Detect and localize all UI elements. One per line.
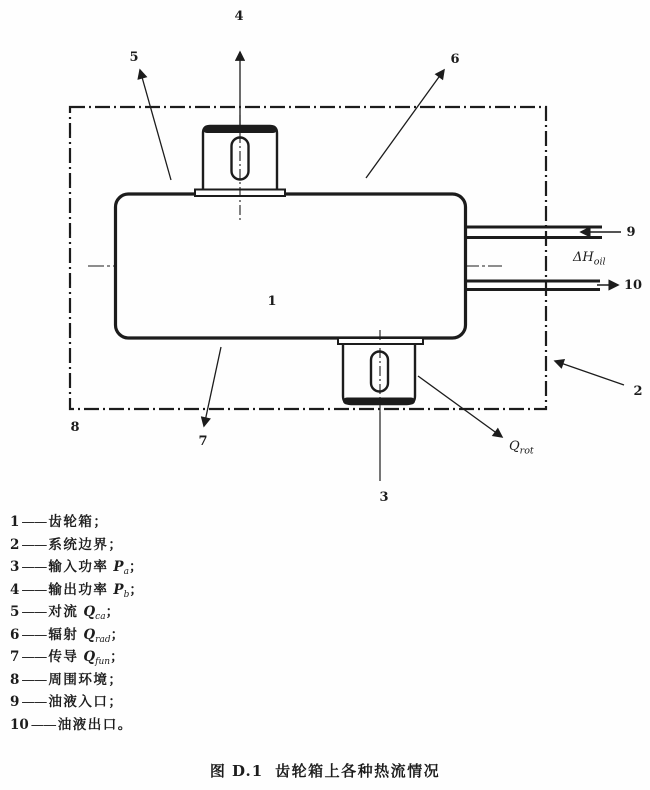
oil-outlet-pipe bbox=[466, 281, 618, 290]
legend-item-punct: ； bbox=[129, 581, 143, 597]
legend-item-dash: —— bbox=[21, 649, 47, 665]
legend-item bbox=[10, 714, 630, 737]
delta-h-oil-label: $\Delta H_{oil}$ bbox=[573, 250, 606, 268]
legend-item bbox=[10, 669, 630, 692]
legend-item-punct: ； bbox=[108, 536, 122, 552]
legend-item bbox=[10, 624, 630, 647]
legend-item bbox=[10, 511, 630, 534]
legend-item-number: 4 bbox=[10, 581, 20, 598]
bottom-shaft-housing bbox=[338, 330, 423, 481]
legend-item bbox=[10, 601, 630, 624]
legend-item bbox=[10, 691, 630, 714]
legend-item-text: 输入功率 bbox=[48, 559, 109, 574]
radiation-arrow bbox=[366, 70, 444, 178]
legend bbox=[10, 511, 630, 736]
legend-item-dash: —— bbox=[21, 514, 47, 530]
legend-symbol-subscript: fun bbox=[95, 657, 111, 667]
figure-caption-label: 图 D.1 bbox=[209, 762, 264, 780]
legend-item-text: 对流 bbox=[48, 604, 79, 619]
oil-inlet-pipe bbox=[466, 227, 621, 238]
legend-item-number: 7 bbox=[10, 649, 20, 665]
legend-item-text: 油液出口 bbox=[57, 716, 118, 732]
figure-caption-title: 齿轮箱上各种热流情况 bbox=[275, 763, 441, 780]
callout-1: 1 bbox=[267, 294, 277, 309]
figure-caption bbox=[0, 760, 650, 781]
legend-symbol-base: Q bbox=[83, 649, 96, 665]
callout-2: 2 bbox=[633, 384, 643, 399]
legend-item-number: 5 bbox=[10, 604, 20, 620]
legend-item-punct: 。 bbox=[117, 716, 132, 732]
legend-item-punct: ； bbox=[93, 514, 107, 529]
callout-6: 6 bbox=[450, 52, 460, 67]
legend-item-text: 辐射 bbox=[48, 626, 79, 642]
legend-item bbox=[10, 556, 630, 579]
legend-item-number: 3 bbox=[10, 559, 20, 575]
rotation-loss-arrow bbox=[418, 376, 502, 437]
legend-item-dash: —— bbox=[21, 626, 47, 643]
callout-3: 3 bbox=[379, 490, 389, 505]
callout-7: 7 bbox=[198, 434, 208, 449]
legend-symbol-subscript: ca bbox=[95, 612, 106, 622]
legend-item-dash: —— bbox=[21, 694, 47, 710]
legend-item-dash: —— bbox=[21, 581, 47, 598]
legend-item-symbol bbox=[83, 649, 111, 667]
convection-arrow bbox=[140, 70, 171, 180]
legend-item-symbol bbox=[83, 626, 111, 645]
legend-item-symbol bbox=[113, 559, 129, 577]
legend-item-dash: —— bbox=[30, 716, 56, 733]
legend-symbol-subscript: rad bbox=[95, 634, 111, 645]
legend-item-punct: ； bbox=[108, 671, 122, 687]
legend-item-text: 油液入口 bbox=[48, 694, 109, 709]
callout-10: 10 bbox=[623, 278, 643, 293]
legend-item-text: 齿轮箱 bbox=[48, 514, 94, 529]
legend-item-symbol bbox=[83, 604, 106, 622]
callout-5: 5 bbox=[129, 50, 139, 65]
legend-item-punct: ； bbox=[110, 626, 125, 642]
legend-item-punct: ； bbox=[105, 604, 120, 619]
legend-item-text: 周围环境 bbox=[48, 671, 109, 687]
legend-symbol-subscript: a bbox=[123, 567, 129, 577]
legend-symbol-base: Q bbox=[83, 626, 96, 643]
legend-item-number: 10 bbox=[10, 716, 29, 733]
callout-9: 9 bbox=[626, 225, 636, 240]
legend-item bbox=[10, 579, 630, 602]
legend-item-text: 传导 bbox=[48, 649, 79, 664]
legend-symbol-subscript: b bbox=[123, 589, 130, 600]
legend-item-number: 2 bbox=[10, 536, 20, 553]
legend-item-number: 6 bbox=[10, 626, 20, 643]
legend-item-text: 系统边界 bbox=[48, 536, 109, 552]
legend-item-punct: ； bbox=[108, 694, 122, 709]
legend-item-dash: —— bbox=[21, 604, 47, 620]
legend-item-text: 输出功率 bbox=[48, 581, 109, 597]
legend-item-dash: —— bbox=[21, 559, 47, 575]
legend-item-punct: ； bbox=[128, 559, 143, 574]
legend-item-dash: —— bbox=[21, 536, 47, 553]
legend-item bbox=[10, 534, 630, 557]
legend-symbol-base: P bbox=[113, 559, 124, 575]
legend-item-number: 8 bbox=[10, 671, 20, 688]
legend-symbol-base: Q bbox=[83, 604, 96, 620]
callout-8: 8 bbox=[70, 420, 80, 435]
conduction-arrow bbox=[204, 347, 221, 426]
legend-item-symbol bbox=[113, 581, 130, 600]
legend-item bbox=[10, 646, 630, 669]
bottom-housing-cap bbox=[343, 398, 415, 405]
q-rot-label: $Q_{rot}$ bbox=[509, 439, 534, 457]
legend-symbol-base: P bbox=[113, 581, 124, 598]
legend-item-number: 1 bbox=[10, 514, 20, 530]
legend-item-dash: —— bbox=[21, 671, 47, 688]
gearbox-body bbox=[116, 194, 466, 338]
legend-item-punct: ； bbox=[110, 649, 124, 664]
callout-4: 4 bbox=[234, 9, 244, 24]
legend-item-number: 9 bbox=[10, 694, 20, 710]
boundary-pointer-arrow bbox=[555, 361, 624, 385]
